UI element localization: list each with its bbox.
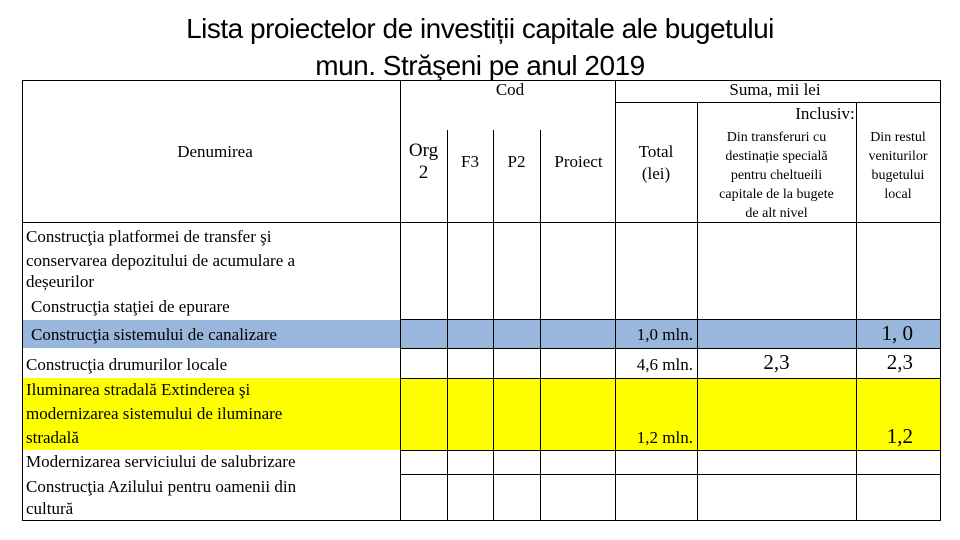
project-name-drumuri-locale: Construcţia drumurilor locale — [26, 355, 228, 374]
header-transferuri-line: capitale de la bugete — [719, 187, 834, 202]
header-restul-line: veniturilor — [868, 149, 928, 164]
header-denumirea: Denumirea — [177, 142, 253, 161]
header-f3: F3 — [461, 152, 479, 171]
header-restul-line: Din restul — [870, 130, 926, 145]
project-name-line: modernizarea sistemului de iluminare — [26, 404, 283, 423]
project-name-iluminare-stradala — [26, 378, 398, 450]
project-name-line: Iluminarea stradală Extinderea şi — [26, 380, 251, 399]
header-suma: Suma, mii lei — [729, 80, 821, 99]
page-title-line-2: mun. Străşeni pe anul 2019 — [315, 50, 645, 81]
total-drumuri: 4,6 mln. — [636, 355, 693, 374]
project-name-line: deșeurilor — [26, 272, 94, 291]
header-proiect: Proiect — [554, 152, 603, 171]
project-name-line: conservarea depozitului de acumulare a — [26, 251, 296, 270]
restul-drumuri: 2,3 — [886, 350, 913, 374]
project-name-statie-epurare: Construcţia staţiei de epurare — [31, 297, 230, 316]
project-name-line: Construcţia Azilului pentru oamenii din — [26, 477, 297, 496]
header-transferuri-line: Din transferuri cu — [726, 130, 827, 145]
project-name-salubrizare: Modernizarea serviciului de salubrizare — [26, 452, 296, 471]
header-transferuri-line: pentru cheltueili — [730, 168, 823, 183]
header-transferuri — [697, 128, 856, 223]
header-total-line1: Total — [638, 142, 674, 161]
header-org2-line1: Org — [408, 140, 439, 161]
header-org2-line2: 2 — [418, 162, 429, 183]
project-name-line: stradală — [26, 428, 79, 447]
project-name-sistem-canalizare: Construcţia sistemului de canalizare — [31, 325, 277, 344]
header-transferuri-line: de alt nivel — [745, 206, 808, 221]
project-name-azil — [26, 476, 398, 520]
header-transferuri-line: destinație specială — [725, 149, 828, 164]
total-canalizare: 1,0 mln. — [636, 325, 693, 344]
header-cod: Cod — [495, 80, 525, 99]
project-name-line: cultură — [26, 499, 74, 518]
project-name-line: Construcţia platformei de transfer şi — [26, 227, 272, 246]
header-total-line2: (lei) — [641, 164, 671, 183]
header-restul — [856, 128, 940, 204]
restul-iluminare: 1,2 — [886, 424, 913, 448]
header-restul-line: local — [884, 187, 912, 202]
project-name-platforma-transfer — [26, 225, 398, 291]
header-inclusiv: Inclusiv: — [795, 104, 855, 123]
total-iluminare: 1,2 mln. — [636, 428, 693, 447]
restul-canalizare: 1, 0 — [881, 321, 913, 345]
header-restul-line: bugetului — [871, 168, 925, 183]
transfer-drumuri: 2,3 — [763, 350, 790, 374]
page-title-line-1: Lista proiectelor de investiții capitale ale bugetului — [186, 13, 774, 44]
header-p2: P2 — [507, 152, 526, 171]
